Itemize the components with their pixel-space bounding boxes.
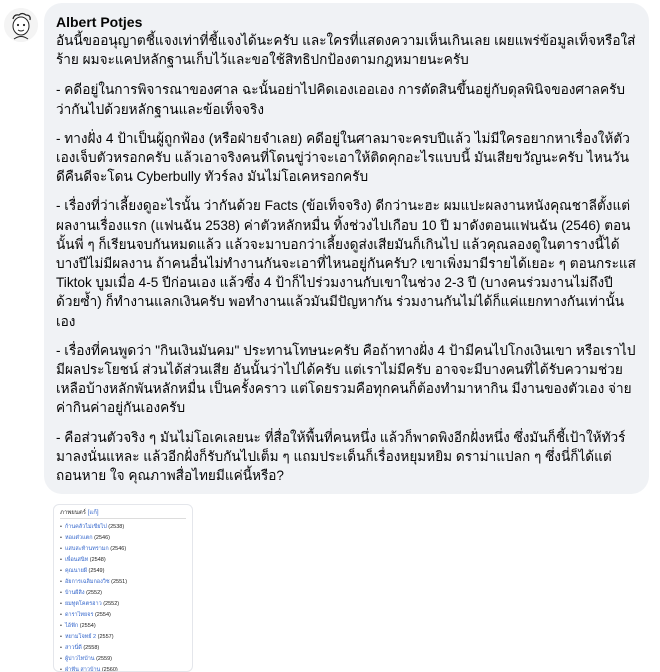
comment-paragraph-court: - คดีอยู่ในการพิจารณาของศาล ฉะนั้นอย่าไปคิดเองเออเอง การตัดสินขึ้นอยู่กับดุลพินิจของศาลครับ ว่ากันไปด้วยหลักฐานและข้อเท็จจริง [56,82,626,117]
list-item: • แสบสะท้านทรามก (2546) [60,546,127,552]
comment-paragraph-facts: - เรื่องที่ว่าเลี้ยงดูอะไรนั้น ว่ากันด้วย Facts (ข้อเท็จจริง) ดีกว่านะฮะ ผมแปะผลงานหนังคุณชาลีตั้งแต่ผลงานเรื่องแรก (แฟนฉัน 2538) ค่าตัวหลักหมื่น ทิ้งช่วงไปเกือบ 10 ปี มาดังตอนแฟนฉัน (2546) ตอนนั้นพี่ ๆ ก็เรียนจบกันหมดแล้ว แล้วจะมาบอกว่าเลี้ยงดูส่งเสียมันก็เกินไป แล้วคุณลองดูในตารางนี้ได้ บางปีไม่มีผลงาน ถ้าคนอื่นไม่ทำงานกันจะเอาที่ไหนอยู่กันครับ? เขาเพิ่งมามีรายได้เยอะ ๆ ตอนกระแส Tiktok บูมเมื่อ 4-5 ปีก่อนเอง แล้วซึ่ง 4 ป้าก็ไปร่วมงานกับเขาในช่วง 2-3 ปี (บางคนร่วมงานไม่ถึงปีด้วยซ้ำ) ก็ทำงานแลกเงินครับ พอทำงานแล้วมันมีปัญหากัน ร่วมงานกันไม่ได้ก็แค่แยกทางกันเท่านั้นเอง [56,198,636,329]
list-item: • ก้านคลัวไม่เขียไป (2538) [60,524,125,530]
list-item: • ฝ่าฟัน สาวบ้าน (2560) [60,667,118,672]
comment-bubble [44,3,649,494]
comment-paragraph-intro: อันนี้ขออนุญาตชี้แจงเท่าที่ชี้แจงได้นะครับ และใครที่แสดงความเห็นเกินเลย เผยแพร่ข้อมูลเท็จหรือใส่ร้าย ผมจะแคปหลักฐานเก็บไว้และขอใช้สิทธิปกป้องตามกฎหมายนะครับ [56,33,636,68]
filmography-edit-link: [แก้] [87,510,99,516]
filmography-list [60,522,186,672]
list-item: • คุณนายผี (2549) [60,568,105,574]
comment-paragraph-money: - เรื่องที่คนพูดว่า "กินเงินมันคม" ประทานโทษนะครับ คือถ้าทางฝั่ง 4 ป้ามีคนไปโกงเงินเขา หรือเราไปมีผลประโยชน์ ส่วนได้ส่วนเสีย อันนั้นว่าไปได้ครับ แต่เราไม่มีครับ อาจจะมีบางคนที่ได้รับความช่วยเหลือบ้างหลักพันหลักหมื่น เป็นครั้งคราว แต่โดยรวมคือทุกคนก็ต้องทำมาหากิน มีงานของตัวเอง จ่ายค่ากินค่าอยู่กันเองครับ [56,342,636,416]
list-item: • ผู้บ่าวไทบ้าน (2559) [60,656,112,662]
comment-paragraph-defendants: - ทางฝั่ง 4 ป้าเป็นผู้ถูกฟ้อง (หรือฝ่ายจำเลย) คดีอยู่ในศาลมาจะครบปีแล้ว ไม่มีใครอยากหาเรื่องให้ตัวเองเจ็บตัวหรอกครับ แล้วเอาจริงคนที่โดนขู่ว่าจะเอาให้ติดคุกอะไรแบบนี้ มันเสียขวัญนะครับ ไหนวันดีคืนดีจะโดน Cyberbully ทัวร์ลง มันไม่โอเคหรอกครับ [56,130,630,185]
list-item: • อัยการเฉลิมกองวิช (2551) [60,579,128,585]
comment-paragraph-media: - คือส่วนตัวจริง ๆ มันไม่โอเคเลยนะ ที่สื่อให้พื้นที่คนหนึ่ง แล้วก็พาดพิงอีกฝั่งหนึ่ง ซึ่งมันก็ชี้เป้าให้ทัวร์มาลงนั่นแหละ แล้วอีกฝั่งก็รับกันไปเต็ม ๆ แถมประเด็นก็เรื่องหยุมหยิม ดราม่าแปลก ๆ ซึ่งนี่ก็ได้แต่ถอนหาย ใจ คุณภาพสื่อไทยมีแค่นี้หรือ? [56,429,626,484]
list-item: • ยมทูตโคตรฮาว (2552) [60,601,120,607]
comment-author[interactable]: Albert Potjes [56,14,143,30]
list-item: • หยามโจทย์ 2 (2557) [60,634,114,640]
avatar-cartoon-icon [4,8,38,42]
avatar[interactable] [4,8,38,42]
list-item: • สาวนี่ดี (2558) [60,645,100,651]
filmography-heading [60,509,186,519]
list-item: • ไอ้ฟัก (2554) [60,623,96,629]
list-item: • เพื่อนสนิท (2548) [60,557,106,563]
list-item: • ดาราไทยจร (2554) [60,612,111,618]
list-item: • หอแต๋วแตก (2546) [60,535,110,541]
filmography-heading-label: ภาพยนตร์ [60,510,87,516]
list-item: • บ้านผีสิง (2552) [60,590,102,596]
attached-image-filmography[interactable] [53,504,193,672]
